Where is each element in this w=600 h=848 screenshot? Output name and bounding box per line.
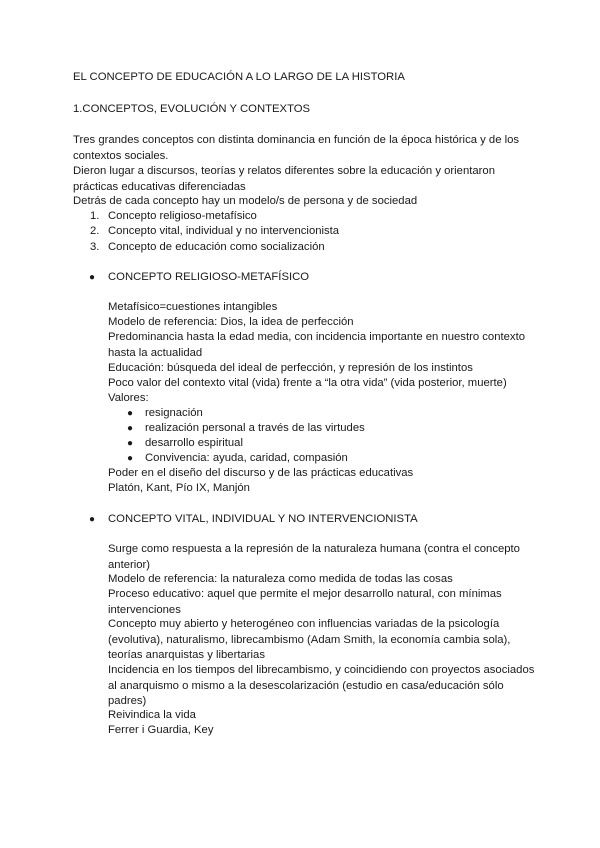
- bullet-icon: ●: [127, 408, 134, 419]
- list-number: 2.: [90, 225, 100, 237]
- section1-line: Metafísico=cuestiones intangibles: [108, 301, 278, 313]
- section2-line: Proceso educativo: aquel que permite el mejor desarrollo natural, con mínimas intervenciones: [108, 588, 502, 616]
- valores-item: desarrollo espiritual: [145, 437, 243, 449]
- document-title: EL CONCEPTO DE EDUCACIÓN A LO LARGO DE LA HISTORIA: [73, 71, 405, 83]
- intro-paragraph-1: Tres grandes conceptos con distinta dominancia en función de la época histórica y de los contextos sociales.: [73, 134, 520, 162]
- section1-line: Modelo de referencia: Dios, la idea de perfección: [108, 316, 354, 328]
- bullet-icon: ●: [127, 423, 134, 434]
- section2-line: Modelo de referencia: la naturaleza como medida de todas las cosas: [108, 573, 453, 585]
- section1-line: Predominancia hasta la edad media, con incidencia importante en nuestro contexto hasta la actualidad: [108, 331, 525, 359]
- valores-item: Convivencia: ayuda, caridad, compasión: [145, 452, 348, 464]
- valores-item: realización personal a través de las virtudes: [145, 422, 365, 434]
- section2-line: Concepto muy abierto y heterogéneo con influencias variadas de la psicología (evolutiva), naturalismo, librecambismo (Adam Smith, la economía cambia sola), teorías anarquistas y libertarias: [108, 618, 511, 661]
- list-item: Concepto de educación como socialización: [108, 241, 325, 253]
- list-item: Concepto vital, individual y no intervencionista: [108, 225, 340, 237]
- list-number: 3.: [90, 241, 100, 253]
- section1-line: Poco valor del contexto vital (vida) frente a “la otra vida” (vida posterior, muerte): [108, 377, 507, 389]
- intro-paragraph-3: Detrás de cada concepto hay un modelo/s de persona y de sociedad: [73, 195, 418, 207]
- bullet-icon: ●: [127, 438, 134, 449]
- valores-item: resignación: [145, 407, 203, 419]
- intro-paragraph-2: Dieron lugar a discursos, teorías y relatos diferentes sobre la educación y orientaron prácticas educativas diferenciadas: [73, 165, 495, 193]
- bullet-icon: ●: [127, 453, 134, 464]
- list-item: Concepto religioso-metafísico: [108, 210, 257, 222]
- section1-authors: Platón, Kant, Pío IX, Manjón: [108, 482, 250, 494]
- section1-after: Poder en el diseño del discurso y de las prácticas educativas: [108, 467, 414, 479]
- section1-line: Valores:: [108, 392, 149, 404]
- section1-heading: CONCEPTO RELIGIOSO-METAFÍSICO: [108, 271, 310, 283]
- list-number: 1.: [90, 210, 100, 222]
- section2-authors: Ferrer i Guardia, Key: [108, 724, 214, 736]
- section2-line: Reivindica la vida: [108, 709, 196, 721]
- bullet-icon: ●: [89, 272, 96, 283]
- section1-line: Educación: búsqueda del ideal de perfección, y represión de los instintos: [108, 362, 473, 374]
- section2-heading: CONCEPTO VITAL, INDIVIDUAL Y NO INTERVENCIONISTA: [108, 513, 418, 525]
- section2-line: Surge como respuesta a la represión de la naturaleza humana (contra el concepto anterior): [108, 543, 520, 571]
- bullet-icon: ●: [89, 514, 96, 525]
- section2-line: Incidencia en los tiempos del librecambismo, y coincidiendo con proyectos asociados al anarquismo o mismo a la desescolarización (estudio en casa/educación sólo padres): [108, 664, 535, 707]
- section-title: 1.CONCEPTOS, EVOLUCIÓN Y CONTEXTOS: [73, 103, 311, 115]
